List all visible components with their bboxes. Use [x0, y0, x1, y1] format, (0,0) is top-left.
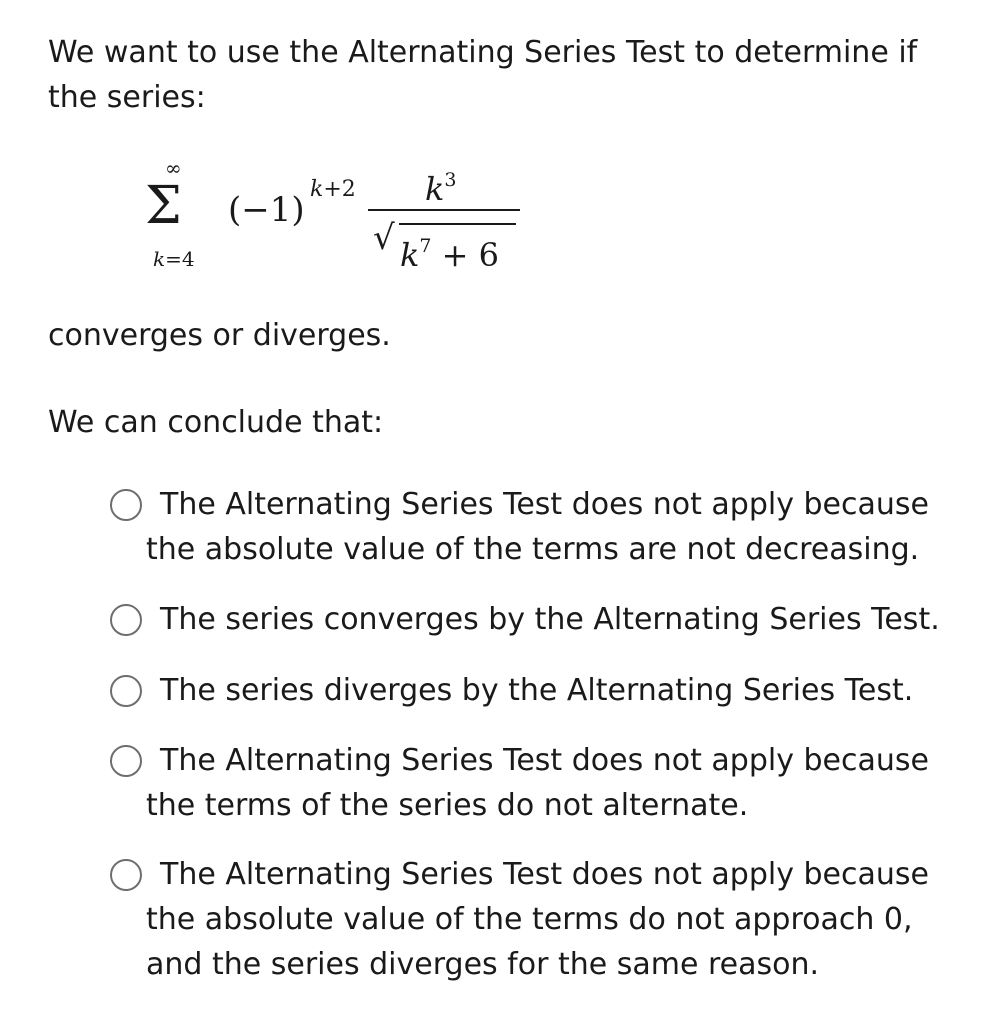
alternating-exponent — [310, 178, 356, 202]
after-formula-text: converges or diverges. — [48, 318, 391, 353]
fraction-bar — [368, 209, 520, 211]
option-label: The Alternating Series Test does not apply because the absolute value of the terms are not decreasing. — [146, 487, 929, 567]
numerator-var: k — [425, 170, 445, 208]
radio-button[interactable] — [110, 859, 142, 891]
option-label: The Alternating Series Test does not apply because the absolute value of the terms do not approach 0, and the series diverges for the same reason. — [146, 857, 929, 982]
option-diverges[interactable] — [110, 668, 970, 713]
option-not-decreasing[interactable] — [110, 482, 970, 572]
denominator-var: k — [400, 236, 420, 274]
radical-symbol: √ — [373, 218, 395, 258]
option-converges[interactable] — [110, 597, 970, 642]
sum-upper-limit: ∞ — [165, 156, 182, 180]
exponent-var: k — [310, 177, 324, 202]
denominator-power: 7 — [419, 235, 432, 257]
option-label: The series converges by the Alternating Series Test. — [160, 602, 940, 637]
radio-button[interactable] — [110, 675, 142, 707]
radio-button[interactable] — [110, 745, 142, 777]
question-intro: We want to use the Alternating Series Test to determine if the series: — [48, 35, 918, 115]
option-label: The Alternating Series Test does not apply because the terms of the series do not alternate. — [146, 743, 929, 823]
conclude-prompt: We can conclude that: — [48, 405, 384, 440]
numerator-power: 3 — [444, 169, 457, 191]
denominator-rest: + 6 — [431, 236, 499, 274]
radical-overline — [399, 223, 516, 225]
sum-lower-var: k — [153, 247, 166, 271]
option-label: The series diverges by the Alternating Series Test. — [160, 673, 914, 708]
sigma-symbol: Σ — [145, 176, 182, 236]
radio-button[interactable] — [110, 489, 142, 521]
fraction-denominator — [400, 226, 499, 275]
alternating-base: (−1) — [228, 190, 305, 230]
sum-lower-rest: =4 — [165, 247, 195, 271]
fraction-numerator — [425, 162, 456, 207]
option-not-alternate[interactable] — [110, 738, 970, 828]
series-formula — [140, 158, 560, 288]
radio-button[interactable] — [110, 604, 142, 636]
option-not-approach-zero[interactable] — [110, 852, 970, 987]
sum-lower-limit — [153, 248, 195, 270]
exponent-rest: +2 — [323, 177, 356, 202]
